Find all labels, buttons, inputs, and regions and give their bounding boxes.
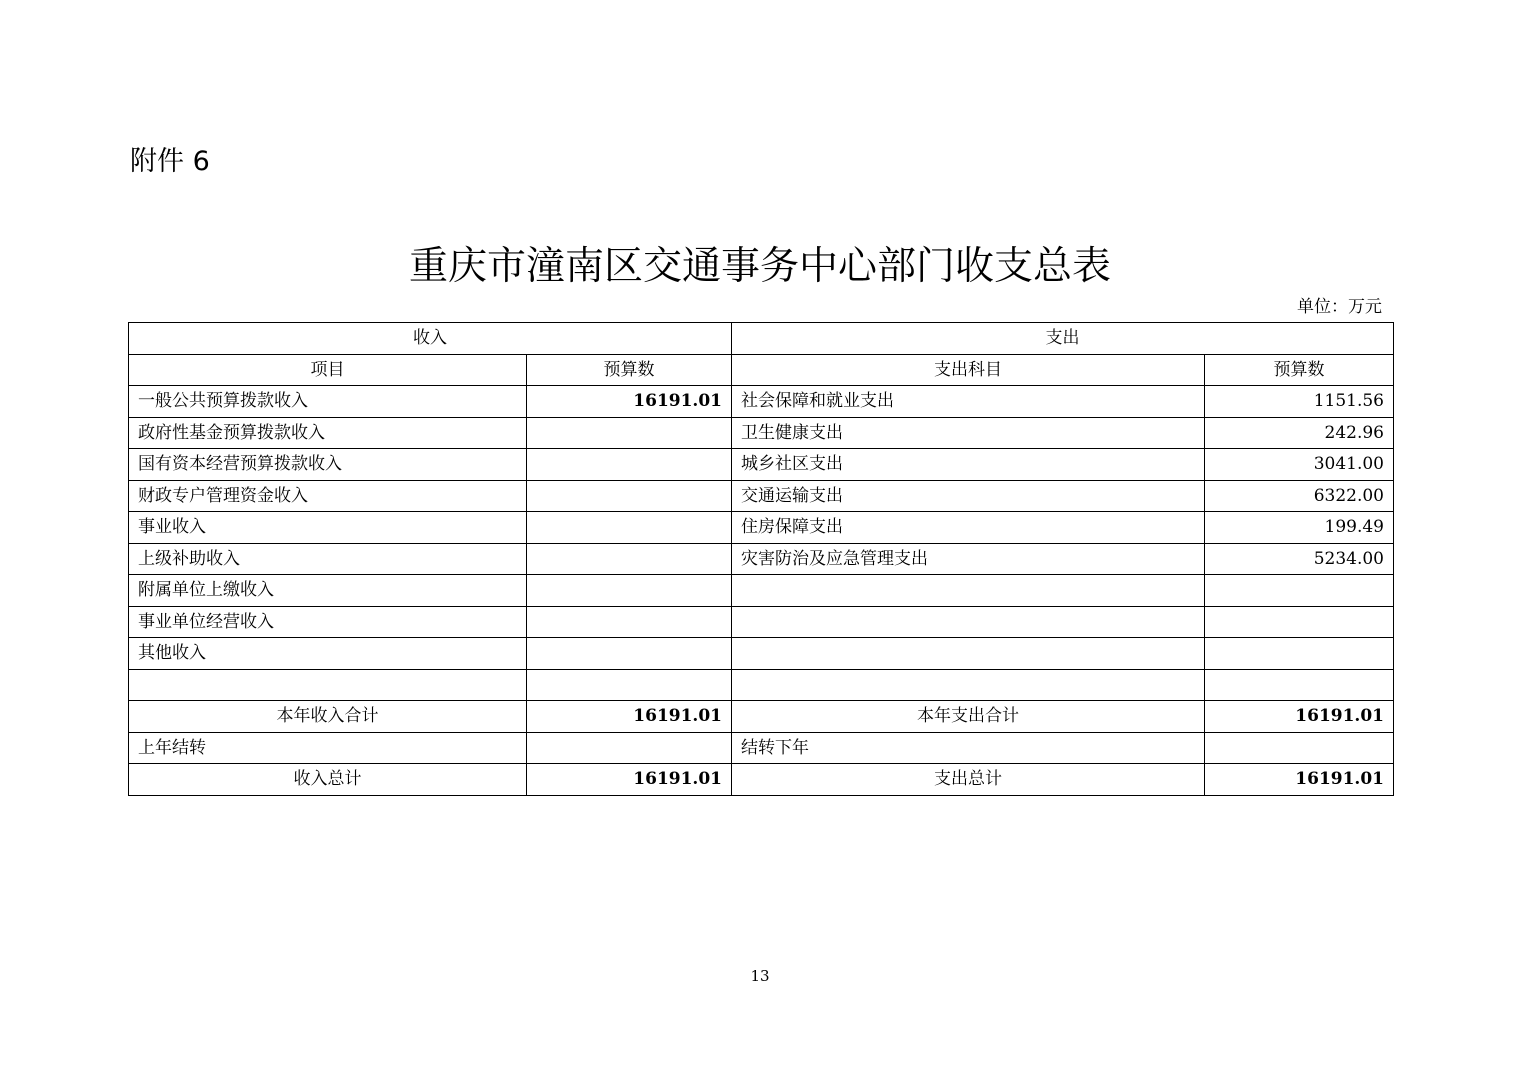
expense-amount-cell xyxy=(1205,638,1394,670)
expense-item-cell xyxy=(732,638,1205,670)
expense-grand-total-amount: 16191.01 xyxy=(1205,764,1394,796)
income-group-header: 收入 xyxy=(129,323,732,355)
income-item-cell: 事业收入 xyxy=(129,512,527,544)
income-item-cell: 财政专户管理资金收入 xyxy=(129,480,527,512)
expense-year-total-label: 本年支出合计 xyxy=(732,701,1205,733)
expense-item-cell: 卫生健康支出 xyxy=(732,417,1205,449)
expense-item-cell: 住房保障支出 xyxy=(732,512,1205,544)
header-row-columns xyxy=(129,354,1394,386)
income-amount-cell: 16191.01 xyxy=(527,386,732,418)
year-total-row xyxy=(129,701,1394,733)
income-year-total-amount: 16191.01 xyxy=(527,701,732,733)
income-item-header: 项目 xyxy=(129,354,527,386)
expense-budget-header: 预算数 xyxy=(1205,354,1394,386)
table-row xyxy=(129,512,1394,544)
income-item-cell: 政府性基金预算拨款收入 xyxy=(129,417,527,449)
income-item-cell xyxy=(129,669,527,701)
income-amount-cell xyxy=(527,417,732,449)
expense-amount-cell: 6322.00 xyxy=(1205,480,1394,512)
expense-item-cell: 灾害防治及应急管理支出 xyxy=(732,543,1205,575)
income-item-cell: 上级补助收入 xyxy=(129,543,527,575)
income-grand-total-amount: 16191.01 xyxy=(527,764,732,796)
table-row xyxy=(129,480,1394,512)
carryover-row xyxy=(129,732,1394,764)
income-amount-cell xyxy=(527,512,732,544)
income-amount-cell xyxy=(527,638,732,670)
income-amount-cell xyxy=(527,669,732,701)
table-row xyxy=(129,386,1394,418)
table-row xyxy=(129,669,1394,701)
income-item-cell: 一般公共预算拨款收入 xyxy=(129,386,527,418)
expense-item-cell: 交通运输支出 xyxy=(732,480,1205,512)
expense-amount-cell: 242.96 xyxy=(1205,417,1394,449)
grand-total-row xyxy=(129,764,1394,796)
income-carryover-amount xyxy=(527,732,732,764)
income-item-cell: 事业单位经营收入 xyxy=(129,606,527,638)
expense-amount-cell xyxy=(1205,575,1394,607)
income-amount-cell xyxy=(527,606,732,638)
income-carryover-label: 上年结转 xyxy=(129,732,527,764)
expense-item-cell: 城乡社区支出 xyxy=(732,449,1205,481)
income-amount-cell xyxy=(527,480,732,512)
unit-label: 单位：万元 xyxy=(1297,297,1382,317)
income-item-cell: 国有资本经营预算拨款收入 xyxy=(129,449,527,481)
income-amount-cell xyxy=(527,449,732,481)
expense-carryover-amount xyxy=(1205,732,1394,764)
income-amount-cell xyxy=(527,575,732,607)
page-number: 13 xyxy=(750,967,770,985)
expense-item-cell xyxy=(732,606,1205,638)
expense-carryover-label: 结转下年 xyxy=(732,732,1205,764)
attachment-label: 附件 6 xyxy=(130,146,210,177)
table-row xyxy=(129,606,1394,638)
expense-grand-total-label: 支出总计 xyxy=(732,764,1205,796)
table-row xyxy=(129,638,1394,670)
page-title: 重庆市潼南区交通事务中心部门收支总表 xyxy=(408,244,1111,289)
expense-item-cell xyxy=(732,575,1205,607)
table-row xyxy=(129,417,1394,449)
expense-group-header: 支出 xyxy=(732,323,1394,355)
expense-amount-cell: 199.49 xyxy=(1205,512,1394,544)
expense-amount-cell: 3041.00 xyxy=(1205,449,1394,481)
income-item-cell: 附属单位上缴收入 xyxy=(129,575,527,607)
table-row xyxy=(129,543,1394,575)
income-year-total-label: 本年收入合计 xyxy=(129,701,527,733)
table-row xyxy=(129,575,1394,607)
budget-summary-table xyxy=(128,322,1394,796)
income-amount-cell xyxy=(527,543,732,575)
expense-amount-cell xyxy=(1205,669,1394,701)
expense-amount-cell xyxy=(1205,606,1394,638)
income-budget-header: 预算数 xyxy=(527,354,732,386)
income-grand-total-label: 收入总计 xyxy=(129,764,527,796)
expense-item-cell: 社会保障和就业支出 xyxy=(732,386,1205,418)
expense-year-total-amount: 16191.01 xyxy=(1205,701,1394,733)
income-item-cell: 其他收入 xyxy=(129,638,527,670)
expense-item-cell xyxy=(732,669,1205,701)
expense-amount-cell: 5234.00 xyxy=(1205,543,1394,575)
table-row xyxy=(129,449,1394,481)
header-row-groups xyxy=(129,323,1394,355)
expense-item-header: 支出科目 xyxy=(732,354,1205,386)
expense-amount-cell: 1151.56 xyxy=(1205,386,1394,418)
